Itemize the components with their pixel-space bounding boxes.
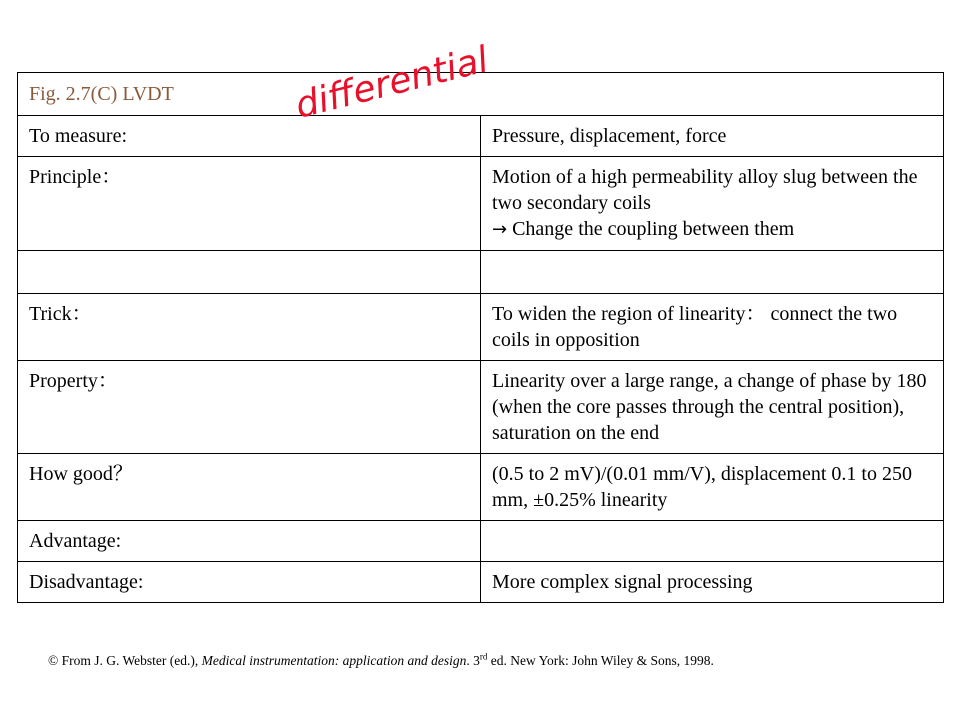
right-arrow-icon: →: [492, 219, 508, 240]
row-value: [481, 157, 944, 251]
table-row: [18, 521, 944, 562]
row-value: [481, 521, 944, 562]
lvdt-table: [17, 72, 944, 603]
table-row: [18, 157, 944, 251]
row-label: How good？: [18, 454, 481, 521]
row-value: (0.5 to 2 mV)/(0.01 mm/V), displacement 0.1 to 250 mm, ±0.25% linearity: [481, 454, 944, 521]
table-row: [18, 454, 944, 521]
row-value: Linearity over a large range, a change of phase by 180 (when the core passes through the central position), saturation on the end: [481, 361, 944, 454]
principle-result: Change the coupling between them: [512, 218, 795, 240]
row-value: [481, 251, 944, 294]
row-label: Advantage:: [18, 521, 481, 562]
row-label: Property：: [18, 361, 481, 454]
row-value: To widen the region of linearity： connect the two coils in opposition: [481, 294, 944, 361]
annotation-text: differential: [291, 39, 493, 127]
row-label: To measure:: [18, 116, 481, 157]
row-label: Disadvantage:: [18, 562, 481, 603]
row-value: More complex signal processing: [481, 562, 944, 603]
citation-middle: . 3: [466, 653, 480, 668]
citation-sup: rd: [479, 651, 488, 662]
citation: [48, 652, 928, 670]
table-row: [18, 562, 944, 603]
citation-prefix: © From J. G. Webster (ed.),: [48, 653, 202, 668]
figure-title: Fig. 2.7(C) LVDT: [18, 73, 944, 116]
row-label: Trick：: [18, 294, 481, 361]
citation-suffix: ed. New York: John Wiley & Sons, 1998.: [487, 653, 714, 668]
row-label: Principle：: [18, 157, 481, 251]
principle-line-2: [492, 216, 932, 243]
table-row: [18, 361, 944, 454]
row-value: Pressure, displacement, force: [481, 116, 944, 157]
table-row: [18, 294, 944, 361]
principle-line-1: Motion of a high permeability alloy slug between the two secondary coils: [492, 166, 918, 214]
table-row-blank: [18, 251, 944, 294]
citation-book-title: Medical instrumentation: application and design: [201, 653, 467, 668]
handwritten-annotation: [290, 38, 493, 127]
table-row: [18, 116, 944, 157]
row-label: [18, 251, 481, 294]
